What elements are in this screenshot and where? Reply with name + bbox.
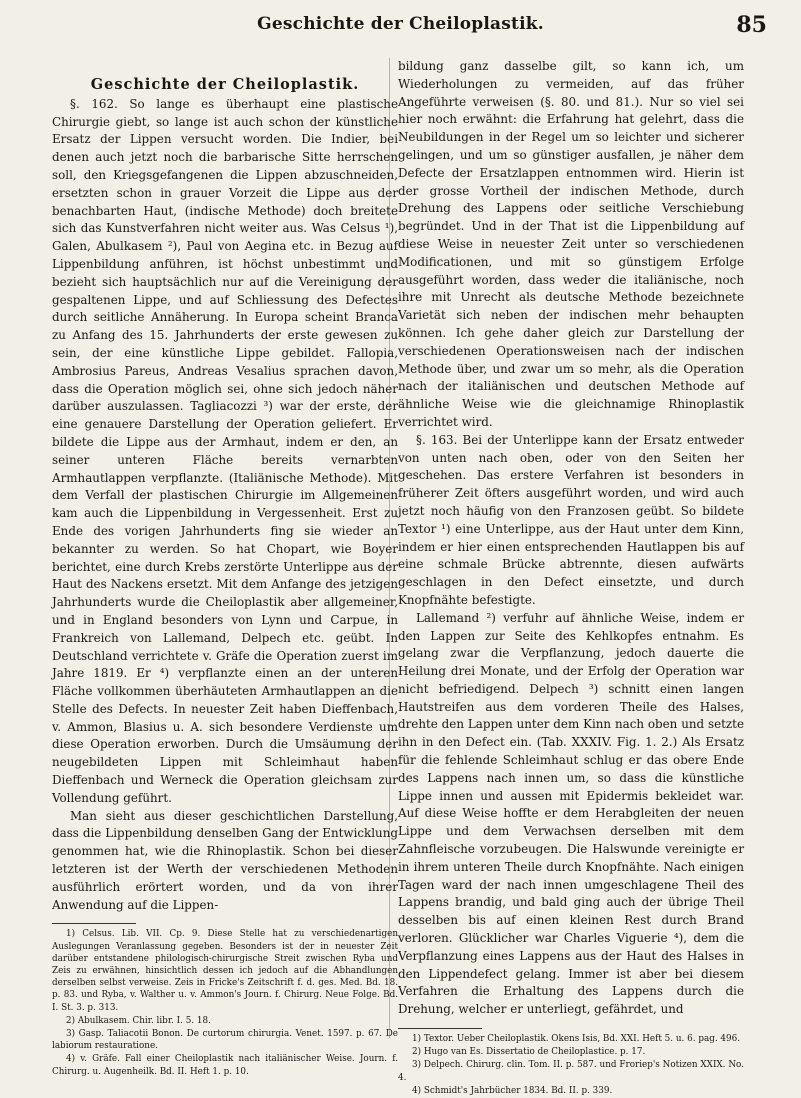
footnote-1: 1) Celsus. Lib. VII. Cp. 9. Diese Stelle hat zu verschiedenartigen Auslegungen Veranlassung gegeben. Besonders ist der in neuester Zeit darüber entstandene philologisch-chirurgische Streit zwischen Ryba und Zeis zu erwähnen, hinsichtlich dessen ich jedoch auf die Abhandlungen derselben selbst verweise. Zeis in Fricke's Zeitschrift f. d. ges. Med. Bd. 18. p. 83. und Ryba, v. Walther u. v. Ammon's Journ. f. Chirurg. Neue Folge. Bd. I. St. 3. p. 313.	[52, 929, 398, 1013]
footnote-rule	[398, 1028, 482, 1029]
footnote-1: 1) Textor. Ueber Cheiloplastik. Okens Isis, Bd. XXI. Heft 5. u. 6. pag. 496.	[412, 1034, 741, 1045]
footnotes-left	[52, 928, 398, 1077]
right-column	[398, 58, 744, 1098]
paragraph-162: §. 162. So lange es überhaupt eine plastische Chirurgie giebt, so lange ist auch schon der künstliche Ersatz der Lippen versucht worden. Die Indier, bei denen auch jetzt noch die barbarische Sitte herrschen soll, den Kriegsgefangenen die Lippen abzuschneiden, ersetzten schon in grauer Vorzeit die Lippe aus der benachbarten Haut, (indische Methode) doch breitete sich das Kunstverfahren nicht weiter aus. Was Celsus ¹), Galen, Abulkasem ²), Paul von Aegina etc. in Bezug auf Lippenbildung anführen, ist höchst unbestimmt und bezieht sich hauptsächlich nur auf die Vereinigung der gespaltenen Lippe, und auf Schliessung des Defectes durch seitliche Annäherung. In Europa scheint Branca zu Anfang des 15. Jahrhunderts der erste gewesen zu sein, der eine künstliche Lippe gebildet. Fallopia, Ambrosius Pareus, Andreas Vesalius sprachen davon, dass die Operation möglich sei, ohne sich jedoch näher darüber auszulassen. Tagliacozzi ³) war der erste, der eine genauere Darstellung der Operation geliefert. Er bildete die Lippe aus der Armhaut, indem er den, an seiner unteren Fläche bereits vernarbten Armhautlappen verpflanzte. (Italiänische Methode). Mit dem Verfall der plastischen Chirurgie im Allgemeinen kam auch die Lippenbildung in Vergessenheit. Erst zu Ende des vorigen Jahrhunderts fing sie wieder an bekannter zu werden. So hat Chopart, wie Boyer berichtet, eine durch Krebs zerstörte Unterlippe aus der Haut des Nackens ersetzt. Mit dem Anfange des jetzigen Jahrhunderts wurde die Cheiloplastik aber allgemeiner, und in England besonders von Lynn und Carpue, in Frankreich von Lallemand, Delpech etc. geübt. In Deutschland verrichtete v. Gräfe die Operation zuerst im Jahre 1819. Er ⁴) verpflanzte einen an der unteren Fläche vollkommen überhäuteten Armhautlappen an die Stelle des Defects. In neuester Zeit haben Dieffenbach, v. Ammon, Blasius u. A. sich besondere Verdienste um diese Operation erworben. Durch die Umsäumung der neugebildeten Lippen mit Schleimhaut haben Dieffenbach und Werneck die Operation gleichsam zur Vollendung geführt.	[52, 96, 398, 805]
footnote-4: 4) Schmidt's Jahrbücher 1834. Bd. II. p. 339.	[412, 1085, 613, 1096]
page-number: 85	[736, 12, 767, 38]
running-head	[0, 14, 801, 42]
footnote-4: 4) v. Gräfe. Fall einer Cheiloplastik nach italiänischer Weise. Journ. f. Chirurg. u. Augenheilk. Bd. II. Heft 1. p. 10.	[52, 1054, 398, 1077]
footnotes-right	[398, 1033, 744, 1097]
paragraph-163: §. 163. Bei der Unterlippe kann der Ersatz entweder von unten nach oben, oder von den Seiten her geschehen. Das erstere Verfahren ist besonders in früherer Zeit öfters ausgeführt worden, und wird auch jetzt noch häufig von den Franzosen geübt. So bildete Textor ¹) eine Unterlippe, aus der Haut unter dem Kinn, indem er hier einen entsprechenden Hautlappen bis auf eine schmale Brücke abtrennte, diesen aufwärts geschlagen in den Defect einsetzte, und durch Knopfnähte befestigte.	[398, 432, 744, 607]
paragraph-summary: Man sieht aus dieser geschichtlichen Darstellung, dass die Lippenbildung denselben Gang der Entwicklung genommen hat, wie die Rhinoplastik. Schon bei dieser letzteren ist der Werth der verschiedenen Methoden ausführlich erörtert worden, und da von ihrer Anwendung auf die Lippen-	[52, 808, 398, 912]
paragraph-lallemand: Lallemand ²) verfuhr auf ähnliche Weise, indem er den Lappen zur Seite des Kehlkopfes entnahm. Es gelang zwar die Verpflanzung, jedoch dauerte die Heilung drei Monate, und der Erfolg der Operation war nicht befriedigend. Delpech ³) schnitt einen langen Hautstreifen aus dem vorderen Theile des Halses, drehte den Lappen unter dem Kinn nach oben und setzte ihn in den Defect ein. (Tab. XXXIV. Fig. 1. 2.) Als Ersatz für die fehlende Schleimhaut schlug er das obere Ende des Lappens nach innen um, so dass die künstliche Lippe innen und aussen mit Epidermis bekleidet war. Auf diese Weise hoffte er dem Herabgleiten der neuen Lippe und dem Verwachsen derselben mit dem Zahnfleische vorzubeugen. Die Halswunde vereinigte er in ihrem unteren Theile durch Knopfnähte. Nach einigen Tagen ward der nach innen umgeschlagene Theil des Lappens brandig, und bald ging auch der übrige Theil desselben bis auf einen kleinen Rest durch Brand verloren. Glücklicher war Charles Viguerie ⁴), dem die Verpflanzung eines Lappens aus der Haut des Halses in den Lippendefect gelang. Immer ist aber bei diesem Verfahren die Erhaltung des Lappens durch die Drehung, welcher er unterliegt, gefährdet, und	[398, 610, 744, 1017]
footnote-2: 2) Hugo van Es. Dissertatio de Cheiloplastice. p. 17.	[412, 1047, 646, 1058]
section-heading: Geschichte der Cheiloplastik.	[90, 76, 360, 93]
footnote-2: 2) Abulkasem. Chir. libr. I. 5. 18.	[66, 1015, 211, 1026]
left-column	[52, 58, 398, 1079]
paragraph-continuation: bildung ganz dasselbe gilt, so kann ich, um Wiederholungen zu vermeiden, auf das früher Angeführte verweisen (§. 80. und 81.). Nur so viel sei hier noch erwähnt: die Erfahrung hat gelehrt, dass die Neubildungen in der Regel um so leichter und sicherer gelingen, und um so günstiger ausfallen, je näher dem Defecte der Ersatzlappen entnommen wird. Hierin ist der grosse Vortheil der indischen Methode, durch Drehung des Lappens oder seitliche Verschiebung begründet. Und in der That ist die Lippenbildung auf diese Weise in neuester Zeit unter so verschiedenen Modificationen, und mit so günstigem Erfolge ausgeführt worden, dass weder die italiänische, noch ihre mit Unrecht als deutsche Methode bezeichnete Varietät sich neben der indischen mehr behaupten können. Ich gehe daher gleich zur Darstellung der verschiedenen Operationsweisen nach der indischen Methode über, und zwar um so mehr, als die Operation nach der italiänischen und deutschen Methode auf ähnliche Weise wie die gleichnamige Rhinoplastik verrichtet wird.	[398, 59, 744, 429]
running-head-title: Geschichte der Cheiloplastik.	[257, 14, 544, 34]
footnote-3: 3) Gasp. Taliacotii Bonon. De curtorum chirurgia. Venet. 1597. p. 67. De labiorum restauratione.	[52, 1029, 398, 1052]
footnote-rule	[52, 923, 136, 924]
footnote-3: 3) Delpech. Chirurg. clin. Tom. II. p. 587. und Froriep's Notizen XXIX. No. 4.	[398, 1060, 744, 1083]
